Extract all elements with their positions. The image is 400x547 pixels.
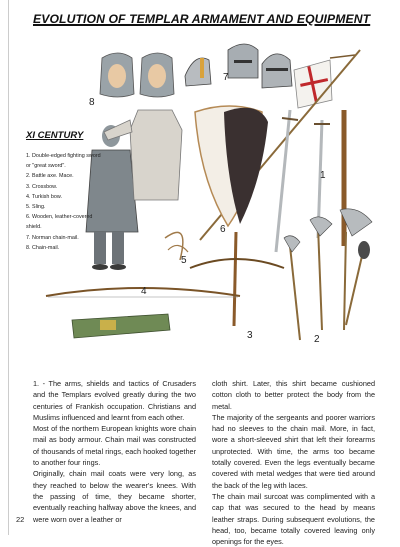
callout-2: 2 <box>314 334 320 345</box>
paragraph: The majority of the sergeants and poorer warriors had no sleeves to the chain mail. More, in fact, wore a short-sleeved shirt that left their forearms unprotected. With time, the arms too became totally covered. Even the legs eventually became covered with metal wedges that were tied around the back of the leg with laces. <box>212 412 375 490</box>
crossbow-illustration <box>190 232 284 326</box>
callout-3: 3 <box>247 330 253 341</box>
chain-mail-coif-illustration <box>100 53 174 97</box>
norman-helmet-illustration <box>185 44 292 88</box>
paragraph: Originally, chain mail coats were very long, as they reached to below the wearer's knees. With the passing of time, they became shorter, eventually reaching halfway above the knees, and were worn over a leather or <box>33 469 196 524</box>
legend-heading: XI CENTURY <box>26 130 84 141</box>
paragraph: 1. - The arms, shields and tactics of Crusaders and the Templars evolved greatly during the two centuries of Frankish occupation. Christians and Muslims influenced and learnt from each other. <box>33 379 196 422</box>
battle-axe-mace-illustration <box>284 209 372 340</box>
kite-shield-illustration <box>195 106 268 226</box>
callout-6: 6 <box>220 224 226 235</box>
legend <box>26 130 104 253</box>
legend-item: 8. Chain-mail. <box>26 244 60 251</box>
callout-4: 4 <box>141 286 147 297</box>
page-title: EVOLUTION OF TEMPLAR ARMAMENT AND EQUIPMENT <box>33 12 371 26</box>
legend-item: 4. Turkish bow. <box>26 193 62 200</box>
templar-banner-illustration <box>294 55 355 108</box>
callout-7: 7 <box>223 72 229 83</box>
legend-item: 1. Double-edged fighting sword or "great sword". <box>26 153 101 170</box>
legend-item: 6. Wooden, leather-covered shield. <box>26 214 93 231</box>
paragraph: Most of the northern European knights wore chain mail as body armour. Chain mail was constructed of thousands of metal rings, each hooked together to another four rings. <box>33 424 196 468</box>
callout-5: 5 <box>181 255 187 266</box>
legend-item: 2. Battle axe. Mace. <box>26 173 74 180</box>
callout-8: 8 <box>89 97 95 108</box>
body-text-column-2 <box>212 378 375 547</box>
quiver-illustration <box>72 314 170 338</box>
paragraph: The chain mail surcoat was complimented with a cap that was secured to the head by means leather straps. During subsequent evolutions, the head, too, became totally covered leaving only openings for the eyes. <box>212 491 375 547</box>
page-number: 22 <box>16 515 25 524</box>
legend-item: 3. Crossbow. <box>26 183 58 190</box>
body-text-column-1 <box>33 378 196 525</box>
legend-list <box>26 151 104 253</box>
legend-item: 7. Norman chain-mail. <box>26 234 79 241</box>
paragraph: cloth shirt. Later, this shirt became cushioned cotton cloth to better protect the body from the metal. <box>212 379 375 411</box>
legend-item: 5. Sling. <box>26 204 46 211</box>
callout-1: 1 <box>320 170 326 181</box>
